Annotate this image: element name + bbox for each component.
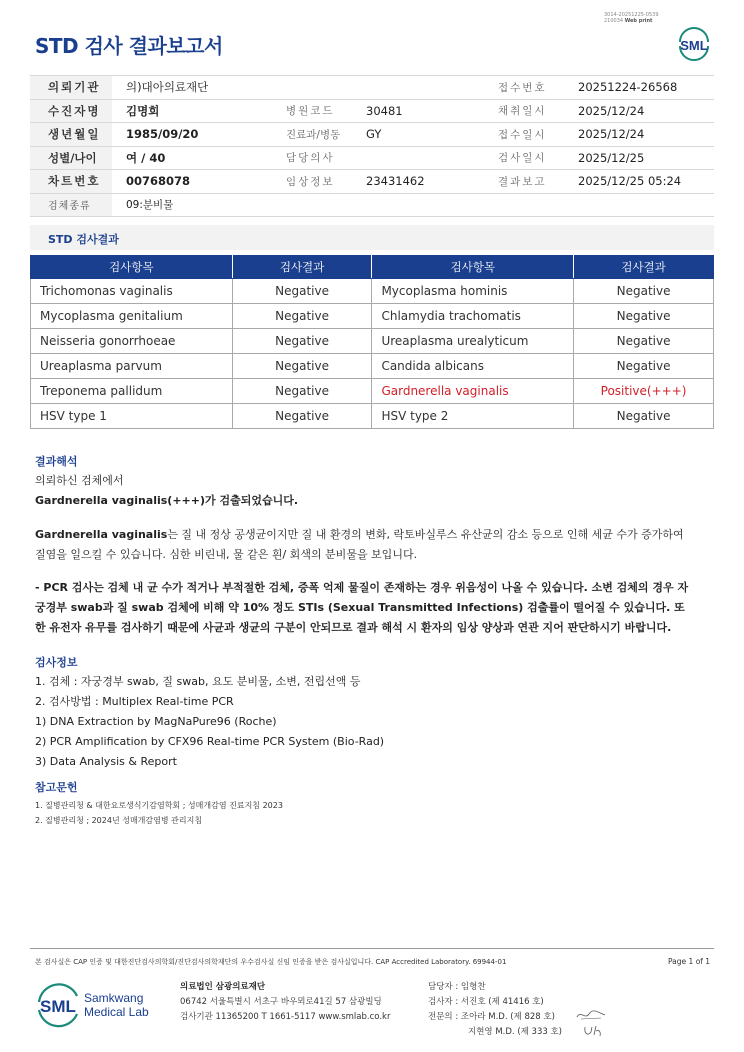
header-test-result: 검사결과 [232,256,372,279]
page-number: Page 1 of 1 [668,957,711,966]
document-code [604,12,659,24]
label-test-date: 검사일시 [484,146,564,170]
test-result: Negative [574,279,714,304]
test-item: Candida albicans [372,354,574,379]
sml-logo-icon [674,22,714,62]
test-item: HSV type 1 [31,404,233,429]
test-info-line: 3) Data Analysis & Report [35,755,177,768]
test-item: Treponema pallidum [31,379,233,404]
test-info-line: 2) PCR Amplification by CFX96 Real-time PCR System (Bio-Rad) [35,735,385,748]
interpretation-line-1: 의뢰하신 검체에서 [35,474,124,487]
value-patient-name: 김명희 [112,99,272,123]
value-chart-number: 00768078 [112,170,272,194]
test-item-positive: Gardnerella vaginalis [372,379,574,404]
value-sex-age: 여 / 40 [112,146,272,170]
table-row [31,329,714,354]
label-clinical-info: 임상정보 [272,170,352,194]
label-collection-date: 채취일시 [484,99,564,123]
staff-specialist-2: 지현영 M.D. (제 333 호) [468,1027,563,1037]
reference-line: 1. 질병관리청 & 대한요로생식기감염학회 ; 성매개감염 진료지침 2023 [35,801,283,810]
test-result: Negative [574,329,714,354]
patient-row [30,123,714,147]
test-result: Negative [232,304,372,329]
footer-org-name: 의료법인 삼광의료재단 [180,982,266,992]
label-receipt-date: 접수일시 [484,123,564,147]
test-item: Ureaplasma parvum [31,354,233,379]
footer-logo-name-1: Samkwang [84,991,144,1005]
value-collection-date: 2025/12/24 [564,99,714,123]
test-info-line: 1) DNA Extraction by MagNaPure96 (Roche) [35,715,277,728]
test-item: Ureaplasma urealyticum [372,329,574,354]
code-line-2: 210034 [604,18,624,24]
test-result: Negative [574,354,714,379]
footer-logo-sml: SML [40,997,76,1016]
patient-info-table [30,75,714,217]
reference-line: 2. 질병관리청 ; 2024년 성매개감염병 관리지침 [35,816,203,825]
signature-icon [582,1024,604,1038]
staff-tester: 검사자 : 서진호 (제 41416 호) [428,997,544,1007]
test-info-line: 1. 검체 : 자궁경부 swab, 질 swab, 요도 분비물, 소변, 전립선액 등 [35,675,361,688]
test-result: Negative [574,304,714,329]
value-receipt-date: 2025/12/24 [564,123,714,147]
header-test-item: 검사항목 [372,256,574,279]
interpretation-line-2: Gardnerella vaginalis(+++)가 검출되었습니다. [35,494,299,507]
label-sex-age: 성별/나이 [30,146,112,170]
header-test-item: 검사항목 [31,256,233,279]
footer-address: 06742 서울특별시 서초구 바우뫼로41길 57 삼광빌딩 [180,997,382,1007]
footer-divider [30,948,714,949]
test-result: Negative [574,404,714,429]
interpretation-paragraph-1 [35,525,695,565]
value-hospital-code: 30481 [352,99,484,123]
patient-row [30,146,714,170]
footer-contact: 검사기관 11365200 T 1661-5117 www.smlab.co.kr [180,1012,391,1022]
test-result: Negative [232,279,372,304]
organism-name: Gardnerella vaginalis [35,528,168,541]
value-doctor [352,146,484,170]
results-section-title: STD 검사결과 [48,233,119,246]
header-test-result: 검사결과 [574,256,714,279]
web-print-label: Web print [624,18,653,24]
interpretation-title: 결과해석 [35,455,78,468]
value-clinical-info: 23431462 [352,170,484,194]
footer-logo-name-2: Medical Lab [84,1005,149,1019]
patient-row [30,193,714,217]
label-department: 진료과/병동 [272,123,352,147]
samkwang-logo-icon [36,980,176,1028]
signature-icon [575,1008,607,1022]
test-result-positive: Positive(+++) [574,379,714,404]
table-row [31,404,714,429]
test-item: Neisseria gonorrhoeae [31,329,233,354]
label-specimen-type: 검체종류 [30,193,112,217]
interpretation-paragraph-2: - PCR 검사는 검체 내 균 수가 적거나 부적절한 검체, 증폭 억제 물질이 존재하는 경우 위음성이 나올 수 있습니다. 소변 검체의 경우 자궁경부 swab과 질 swab 검체에 비해 약 10% 정도 STIs (Sexual Transmitted Infections) 검출률이 떨어질 수 있습니다. 또한 유전자 유무를 검사하기 때문에 사균과 생균의 구분이 안되므로 결과 해석 시 환자의 임상 양상과 연관 지어 판단하시기 바랍니다. [35,581,689,634]
label-doctor: 담당의사 [272,146,352,170]
test-item: HSV type 2 [372,404,574,429]
value-department: GY [352,123,484,147]
footer-organization-info [180,980,390,1025]
std-results-table [30,255,714,429]
test-info-title: 검사정보 [35,656,78,669]
value-birth-date: 1985/09/20 [112,123,272,147]
table-row [31,379,714,404]
references-title: 참고문헌 [35,781,78,794]
footer-accreditation-note: 본 검사실은 CAP 인증 및 대한진단검사의학회/진단검사의학재단의 우수검사실 신임 인증을 받은 검사실입니다. CAP Accredited Laboratory. 69944-01 [35,958,507,966]
patient-row [30,170,714,194]
value-receipt-number: 20251224-26568 [564,76,714,100]
table-row [31,354,714,379]
test-result: Negative [232,354,372,379]
results-section-header [30,225,714,250]
label-hospital-code: 병원코드 [272,99,352,123]
value-test-date: 2025/12/25 [564,146,714,170]
test-item: Chlamydia trachomatis [372,304,574,329]
label-patient-name: 수진자명 [30,99,112,123]
staff-manager: 담당자 : 임형찬 [428,982,486,992]
value-result-report: 2025/12/25 05:24 [564,170,714,194]
label-requesting-institution: 의뢰기관 [30,76,112,100]
table-row [31,279,714,304]
test-result: Negative [232,379,372,404]
label-chart-number: 차트번호 [30,170,112,194]
patient-row [30,76,714,100]
footer-staff-info [428,980,562,1040]
test-item: Mycoplasma genitalium [31,304,233,329]
label-receipt-number: 접수번호 [484,76,564,100]
code-line-1: 3014-20251225-0539 [604,12,659,18]
value-specimen-type: 09:분비물 [112,193,714,217]
value-requesting-institution: 의)대아의료재단 [112,76,484,100]
test-item: Mycoplasma hominis [372,279,574,304]
label-birth-date: 생년월일 [30,123,112,147]
label-result-report: 결과보고 [484,170,564,194]
results-header-row [31,256,714,279]
test-result: Negative [232,329,372,354]
table-row [31,304,714,329]
staff-specialist-1: 전문의 : 조아라 M.D. (제 828 호) [428,1012,555,1022]
sml-logo-text: SML [680,38,708,53]
patient-row [30,99,714,123]
page-title: STD 검사 결과보고서 [35,34,223,58]
test-info-line: 2. 검사방법 : Multiplex Real-time PCR [35,695,234,708]
organism-description: 는 질 내 정상 공생균이지만 질 내 환경의 변화, 락토바실루스 유산균의 감소 등으로 인해 세균 수가 증가하여 질염을 일으킬 수 있습니다. 심한 비린내, 물 같은 흰/ 회색의 분비물을 보입니다. [35,528,684,561]
test-result: Negative [232,404,372,429]
test-item: Trichomonas vaginalis [31,279,233,304]
